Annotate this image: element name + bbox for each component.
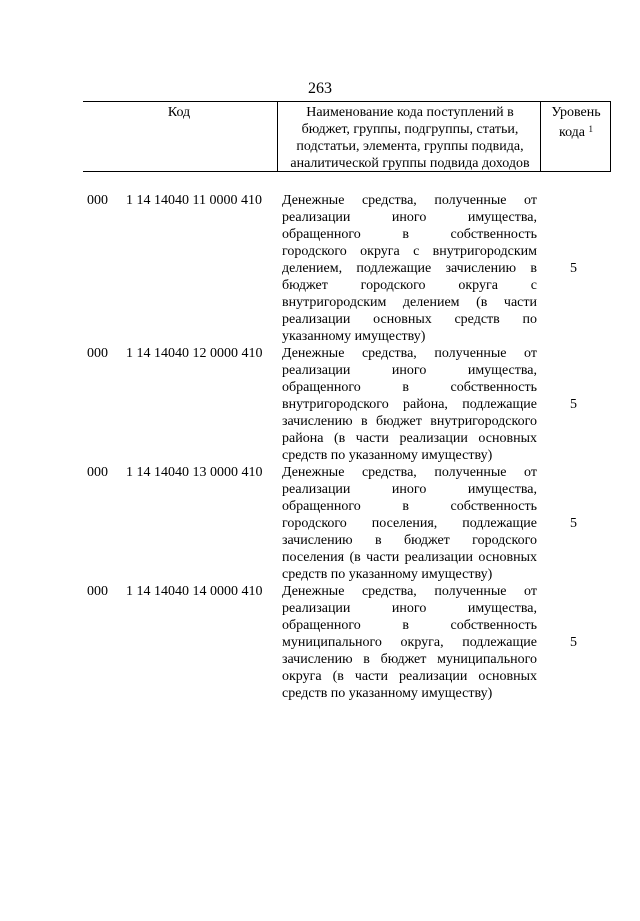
column-header-level — [541, 104, 611, 141]
description-line: реализации иного имущества, — [282, 210, 537, 225]
column-header-level-text: кода — [558, 125, 586, 140]
column-header-name-line: подстатьи, элемента, группы подвида, — [296, 139, 524, 154]
description-line: Денежные средства, полученные от — [282, 465, 537, 480]
description-line: реализации иного имущества, — [282, 601, 537, 616]
header-top-border — [83, 101, 611, 102]
column-header-name-line: бюджет, группы, подгруппы, статьи, — [301, 122, 519, 137]
revenue-code: 1 14 14040 14 0000 410 — [126, 584, 263, 599]
revenue-description — [282, 192, 537, 345]
description-line: зачислению в бюджет муниципального — [282, 652, 537, 667]
description-line: муниципального округа, подлежащие — [282, 635, 537, 650]
page-number: 263 — [308, 80, 332, 97]
admin-code: 000 — [87, 465, 108, 480]
revenue-description — [282, 345, 537, 464]
description-line: Денежные средства, полученные от — [282, 346, 537, 361]
description-line: Денежные средства, полученные от — [282, 193, 537, 208]
column-header-name-line: Наименование кода поступлений в — [306, 105, 514, 120]
description-line: средств по указанному имуществу) — [282, 448, 493, 463]
code-level: 5 — [570, 635, 577, 650]
header-divider-code-name — [277, 101, 278, 172]
description-line: средств по указанному имуществу) — [282, 686, 493, 701]
description-line: поселения (в части реализации основных — [282, 550, 537, 565]
description-line: зачислению в бюджет внутригородского — [282, 414, 537, 429]
description-line: района (в части реализации основных — [282, 431, 537, 446]
admin-code: 000 — [87, 346, 108, 361]
code-level: 5 — [570, 261, 577, 276]
revenue-description — [282, 464, 537, 583]
code-level: 5 — [570, 516, 577, 531]
column-header-name — [280, 104, 540, 172]
description-line: обращенного в собственность — [282, 499, 537, 514]
description-line: Денежные средства, полученные от — [282, 584, 537, 599]
description-line: делением, подлежащие зачислению в — [282, 261, 537, 276]
revenue-description — [282, 583, 537, 702]
description-line: городского округа с внутригородским — [282, 244, 537, 259]
description-line: реализации иного имущества, — [282, 482, 537, 497]
admin-code: 000 — [87, 193, 108, 208]
description-line: округа (в части реализации основных — [282, 669, 537, 684]
code-level: 5 — [570, 397, 577, 412]
description-line: реализации основных средств по — [282, 312, 537, 327]
revenue-code: 1 14 14040 11 0000 410 — [126, 193, 262, 208]
description-line: обращенного в собственность — [282, 380, 537, 395]
description-line: указанному имуществу) — [282, 329, 426, 344]
admin-code: 000 — [87, 584, 108, 599]
description-line: бюджет городского округа с — [282, 278, 537, 293]
revenue-code: 1 14 14040 12 0000 410 — [126, 346, 263, 361]
description-line: городского поселения, подлежащие — [282, 516, 537, 531]
description-line: обращенного в собственность — [282, 227, 537, 242]
column-header-level-line2 — [541, 121, 611, 141]
description-line: реализации иного имущества, — [282, 363, 537, 378]
description-line: внутригородским делением (в части — [282, 295, 537, 310]
footnote-marker: 1 — [588, 124, 594, 134]
description-line: обращенного в собственность — [282, 618, 537, 633]
description-line: зачислению в бюджет городского — [282, 533, 537, 548]
revenue-code: 1 14 14040 13 0000 410 — [126, 465, 263, 480]
column-header-level-line1: Уровень — [551, 105, 601, 120]
description-line: средств по указанному имуществу) — [282, 567, 493, 582]
description-line: внутригородского района, подлежащие — [282, 397, 537, 412]
column-header-name-line: аналитической группы подвида доходов — [290, 156, 530, 171]
column-header-code: Код — [167, 105, 191, 120]
